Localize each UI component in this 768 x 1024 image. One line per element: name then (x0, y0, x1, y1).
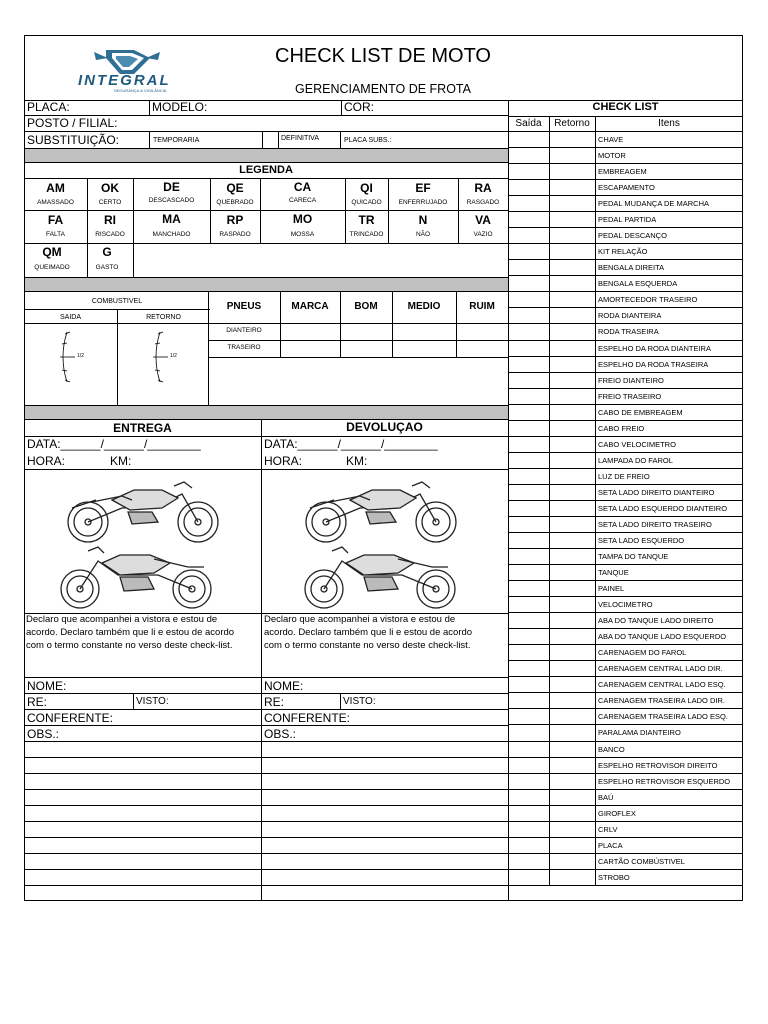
checklist-retorno-cell[interactable] (550, 276, 595, 290)
checklist-retorno-cell[interactable] (550, 196, 595, 210)
checklist-saida-cell[interactable] (509, 613, 549, 627)
legend-code: RA (474, 181, 492, 195)
definitiva-label: DEFINITIVA (281, 135, 319, 142)
checklist-item: CRLV (598, 825, 618, 834)
checklist-retorno-cell[interactable] (550, 661, 595, 675)
checklist-col-itens: Itens (658, 118, 680, 129)
checklist-retorno-cell[interactable] (550, 405, 595, 419)
checklist-retorno-cell[interactable] (550, 421, 595, 435)
checklist-retorno-cell[interactable] (550, 180, 595, 194)
checklist-item: TAMPA DO TANQUE (598, 552, 669, 561)
legend-code: N (418, 213, 428, 227)
checklist-saida-cell[interactable] (509, 453, 549, 467)
checklist-saida-cell[interactable] (509, 276, 549, 290)
checklist-item: ESPELHO DA RODA TRASEIRA (598, 360, 709, 369)
checklist-retorno-cell[interactable] (550, 774, 595, 788)
tires-header: MARCA (291, 301, 329, 312)
checklist-retorno-cell[interactable] (550, 341, 595, 355)
motorcycle-left-side-icon (58, 545, 218, 611)
legend-desc: FALTA (46, 231, 65, 238)
substituicao-label: SUBSTITUIÇÃO: (27, 133, 120, 147)
legend-code: CA (293, 180, 312, 194)
checklist-retorno-cell[interactable] (550, 613, 595, 627)
placa-subs-label: PLACA SUBS.: (344, 137, 392, 144)
checklist-retorno-cell[interactable] (550, 244, 595, 258)
checklist-saida-cell[interactable] (509, 581, 549, 595)
legend-code: VA (475, 213, 491, 227)
fuel-half-label: 1/2 (77, 353, 84, 359)
re-label: RE: (27, 695, 48, 709)
checklist-retorno-cell[interactable] (550, 148, 595, 162)
placa-label: PLACA: (27, 100, 70, 114)
checklist-retorno-cell[interactable] (550, 373, 595, 387)
checklist-saida-cell[interactable] (509, 341, 549, 355)
legend-code: FA (47, 213, 64, 227)
checklist-retorno-cell[interactable] (550, 693, 595, 707)
checklist-item: VELOCIMETRO (598, 600, 653, 609)
temporaria-label: TEMPORARIA (153, 137, 200, 144)
checklist-saida-cell[interactable] (509, 228, 549, 242)
checklist-item: EMBREAGEM (598, 167, 647, 176)
obs-label: OBS.: (27, 727, 60, 741)
checklist-item: CABO VELOCIMETRO (598, 440, 676, 449)
legend-desc: ENFERRUJADO (398, 199, 448, 206)
hora-devolucao-label: HORA: (264, 454, 303, 468)
checklist-saida-cell[interactable] (509, 629, 549, 643)
legend-desc: QUEIMADO (34, 264, 70, 271)
legend-code: TR (358, 213, 375, 227)
checklist-item: RODA TRASEIRA (598, 327, 659, 336)
checklist-item: LUZ DE FREIO (598, 472, 650, 481)
legend-code: QE (226, 181, 244, 195)
checklist-item: SETA LADO ESQUERDO (598, 536, 685, 545)
checklist-saida-cell[interactable] (509, 725, 549, 739)
checklist-item: KIT RELAÇÃO (598, 247, 648, 256)
declaration-line: Declaro que acompanhei a vistora e estou de (264, 614, 456, 625)
checklist-retorno-cell[interactable] (550, 292, 595, 306)
legend-code: RI (104, 213, 116, 227)
checklist-retorno-cell[interactable] (550, 517, 595, 531)
legend-code: G (102, 245, 112, 259)
nome-label: NOME: (264, 679, 304, 693)
checklist-retorno-cell[interactable] (550, 308, 595, 322)
checklist-item: PEDAL MUDANÇA DE MARCHA (598, 199, 709, 208)
checklist-saida-cell[interactable] (509, 469, 549, 483)
checklist-retorno-cell[interactable] (550, 549, 595, 563)
checklist-item: SETA LADO DIREITO TRASEIRO (598, 520, 712, 529)
checklist-item: MOTOR (598, 151, 626, 160)
motorcycle-right-side-icon (300, 478, 464, 546)
checklist-saida-cell[interactable] (509, 742, 549, 756)
checklist-item: CHAVE (598, 135, 624, 144)
legend-code: OK (101, 181, 119, 195)
fuel-half-label: 1/2 (170, 353, 177, 359)
checklist-saida-cell[interactable] (509, 437, 549, 451)
checklist-saida-cell[interactable] (509, 260, 549, 274)
checklist-retorno-cell[interactable] (550, 324, 595, 338)
checklist-item: FREIO TRASEIRO (598, 392, 662, 401)
checklist-item: CARENAGEM TRASEIRA LADO DIR. (598, 696, 725, 705)
checklist-item: CARENAGEM DO FAROL (598, 648, 687, 657)
checklist-item: ABA DO TANQUE LADO DIREITO (598, 616, 714, 625)
entrega-title: ENTREGA (113, 421, 172, 435)
checklist-saida-cell[interactable] (509, 806, 549, 820)
checklist-saida-cell[interactable] (509, 180, 549, 194)
checklist-saida-cell[interactable] (509, 774, 549, 788)
checklist-saida-cell[interactable] (509, 373, 549, 387)
checklist-item: BENGALA DIREITA (598, 263, 665, 272)
separator-bar (25, 277, 508, 291)
nome-label: NOME: (27, 679, 67, 693)
legend-desc: QUEBRADO (216, 199, 254, 206)
legend-desc: DESCASCADO (148, 197, 195, 204)
checklist-item: GIROFLEX (598, 809, 636, 818)
checklist-item: STROBO (598, 873, 630, 882)
declaration-line: com o termo constante no verso deste check-list. (26, 640, 233, 651)
conferente-label: CONFERENTE: (27, 711, 114, 725)
checklist-item: CABO FREIO (598, 424, 645, 433)
checklist-saida-cell[interactable] (509, 709, 549, 723)
checklist-retorno-cell[interactable] (550, 469, 595, 483)
checklist-saida-cell[interactable] (509, 244, 549, 258)
legend-code: DE (163, 180, 180, 194)
checklist-item: PAINEL (598, 584, 625, 593)
checklist-retorno-cell[interactable] (550, 597, 595, 611)
checklist-retorno-cell[interactable] (550, 677, 595, 691)
checklist-item: LAMPADA DO FAROL (598, 456, 673, 465)
checklist-saida-cell[interactable] (509, 148, 549, 162)
legend-desc: CERTO (98, 199, 122, 206)
checklist-saida-cell[interactable] (509, 597, 549, 611)
checklist-retorno-cell[interactable] (550, 870, 595, 884)
legend-desc: NÃO (415, 231, 431, 238)
legend-desc: AMASSADO (37, 199, 74, 206)
tire-row-label: DIANTEIRO (226, 327, 262, 334)
obs-label: OBS.: (264, 727, 297, 741)
fuel-retorno-label: RETORNO (146, 314, 181, 321)
legend-desc: RASGADO (466, 199, 500, 206)
legend-desc: CARECA (288, 197, 317, 204)
checklist-saida-cell[interactable] (509, 693, 549, 707)
checklist-retorno-cell[interactable] (550, 806, 595, 820)
checklist-retorno-cell[interactable] (550, 725, 595, 739)
fuel-saida-label: SAIDA (59, 314, 81, 321)
legend-desc: RASPADO (219, 231, 251, 238)
checklist-item: ESPELHO DA RODA DIANTEIRA (598, 344, 711, 353)
legend-code: MA (162, 212, 181, 226)
tires-header: RUIM (469, 301, 495, 312)
checklist-retorno-cell[interactable] (550, 581, 595, 595)
re-label: RE: (264, 695, 285, 709)
checklist-item: ESPELHO RETROVISOR ESQUERDO (598, 777, 731, 786)
checklist-saida-cell[interactable] (509, 822, 549, 836)
checklist-retorno-cell[interactable] (550, 260, 595, 274)
checklist-saida-cell[interactable] (509, 838, 549, 852)
checklist-saida-cell[interactable] (509, 389, 549, 403)
tires-header: MEDIO (407, 301, 441, 312)
legend-desc: VAZIO (473, 231, 493, 238)
checklist-retorno-cell[interactable] (550, 501, 595, 515)
checklist-item: FREIO DIANTEIRO (598, 376, 664, 385)
checklist-retorno-cell[interactable] (550, 132, 595, 146)
legend-code: QM (42, 245, 62, 259)
checklist-retorno-cell[interactable] (550, 838, 595, 852)
checklist-saida-cell[interactable] (509, 132, 549, 146)
checklist-item: CARENAGEM CENTRAL LADO DIR. (598, 664, 723, 673)
checklist-saida-cell[interactable] (509, 517, 549, 531)
checklist-item: BANCO (598, 745, 625, 754)
checklist-item: CARENAGEM TRASEIRA LADO ESQ. (598, 712, 728, 721)
checklist-retorno-cell[interactable] (550, 389, 595, 403)
checklist-saida-cell[interactable] (509, 870, 549, 884)
declaration-line: acordo. Declaro também que li e estou de acordo (26, 627, 235, 638)
checklist-item: CABO DE EMBREAGEM (598, 408, 683, 417)
separator-bar (25, 148, 508, 162)
visto-label: VISTO: (343, 696, 376, 707)
logo-subtext: SEGURANÇA & VIGILÂNCIA (114, 88, 167, 93)
checklist-item: AMORTECEDOR TRASEIRO (598, 295, 698, 304)
declaration-line: acordo. Declaro também que li e estou de acordo (264, 627, 473, 638)
legend-code: EF (415, 181, 431, 195)
checklist-item: ESPELHO RETROVISOR DIREITO (598, 761, 718, 770)
checklist-saida-cell[interactable] (509, 212, 549, 226)
separator-bar (25, 405, 508, 419)
checklist-item: RODA DIANTEIRA (598, 311, 662, 320)
logo-text: INTEGRAL (78, 72, 171, 89)
checklist-retorno-cell[interactable] (550, 533, 595, 547)
visto-label: VISTO: (136, 696, 169, 707)
checklist-retorno-cell[interactable] (550, 437, 595, 451)
checklist-item: PEDAL DESCANÇO (598, 231, 667, 240)
checklist-item: BENGALA ESQUERDA (598, 279, 678, 288)
km-entrega-label: KM: (110, 454, 132, 468)
checklist-retorno-cell[interactable] (550, 212, 595, 226)
checklist-item: PEDAL PARTIDA (598, 215, 657, 224)
checklist-saida-cell[interactable] (509, 308, 549, 322)
legend-code: RP (226, 213, 244, 227)
km-devolucao-label: KM: (346, 454, 368, 468)
legend-desc: MANCHADO (152, 231, 191, 238)
declaration-line: com o termo constante no verso deste check-list. (264, 640, 471, 651)
checklist-saida-cell[interactable] (509, 405, 549, 419)
posto-label: POSTO / FILIAL: (27, 116, 118, 130)
devolucao-title: DEVOLUÇAO (346, 420, 423, 434)
tires-header: BOM (354, 301, 378, 312)
checklist-saida-cell[interactable] (509, 565, 549, 579)
checklist-col-saida: Saída (515, 118, 542, 129)
tires-header: PNEUS (226, 301, 262, 312)
checklist-item: PLACA (598, 841, 623, 850)
checklist-saida-cell[interactable] (509, 661, 549, 675)
checklist-retorno-cell[interactable] (550, 854, 595, 868)
checklist-retorno-cell[interactable] (550, 453, 595, 467)
checklist-saida-cell[interactable] (509, 324, 549, 338)
checklist-saida-cell[interactable] (509, 645, 549, 659)
data-entrega: DATA:______/______/________ (27, 437, 201, 451)
checklist-saida-cell[interactable] (509, 790, 549, 804)
checklist-retorno-cell[interactable] (550, 645, 595, 659)
checklist-item: SETA LADO DIREITO DIANTEIRO (598, 488, 715, 497)
checklist-item: CARTÃO COMBÚSTIVEL (598, 857, 685, 866)
checklist-retorno-cell[interactable] (550, 742, 595, 756)
page-title: CHECK LIST DE MOTO (275, 45, 491, 67)
checklist-item: BAÚ (598, 793, 614, 802)
fuel-title: COMBUSTIVEL (91, 298, 143, 305)
legend-desc: GASTO (95, 264, 119, 271)
checklist-saida-cell[interactable] (509, 292, 549, 306)
checklist-retorno-cell[interactable] (550, 485, 595, 499)
checklist-item: CARENAGEM CENTRAL LADO ESQ. (598, 680, 726, 689)
legend-code: AM (46, 181, 65, 195)
checklist-col-retorno: Retorno (554, 118, 590, 129)
checklist-retorno-cell[interactable] (550, 822, 595, 836)
modelo-label: MODELO: (152, 100, 208, 114)
checklist-saida-cell[interactable] (509, 485, 549, 499)
checklist-item: ABA DO TANQUE LADO ESQUERDO (598, 632, 727, 641)
checklist-item: PARALAMA DIANTEIRO (598, 728, 681, 737)
hora-entrega-label: HORA: (27, 454, 66, 468)
legend-desc: TRINCADO (349, 231, 384, 238)
checklist-retorno-cell[interactable] (550, 357, 595, 371)
checklist-item: SETA LADO ESQUERDO DIANTEIRO (598, 504, 728, 513)
checklist-saida-cell[interactable] (509, 196, 549, 210)
checklist-saida-cell[interactable] (509, 421, 549, 435)
checklist-saida-cell[interactable] (509, 357, 549, 371)
company-logo (74, 44, 194, 92)
checklist-saida-cell[interactable] (509, 758, 549, 772)
page-subtitle: GERENCIAMENTO DE FROTA (295, 82, 471, 96)
checklist-retorno-cell[interactable] (550, 164, 595, 178)
checklist-saida-cell[interactable] (509, 549, 549, 563)
checklist-saida-cell[interactable] (509, 533, 549, 547)
checklist-retorno-cell[interactable] (550, 228, 595, 242)
checklist-item: ESCAPAMENTO (598, 183, 655, 192)
motorcycle-right-side-icon (62, 478, 226, 546)
data-devolucao: DATA:______/______/________ (264, 437, 438, 451)
checklist-retorno-cell[interactable] (550, 790, 595, 804)
checklist-retorno-cell[interactable] (550, 709, 595, 723)
checklist-title: CHECK LIST (592, 101, 659, 113)
checklist-retorno-cell[interactable] (550, 629, 595, 643)
legend-desc: QUICADO (351, 199, 382, 206)
checklist-retorno-cell[interactable] (550, 565, 595, 579)
cor-label: COR: (344, 100, 374, 114)
checklist-item: TANQUE (598, 568, 629, 577)
legend-code: QI (360, 181, 373, 195)
legend-desc: RISCADO (95, 231, 125, 238)
checklist-saida-cell[interactable] (509, 677, 549, 691)
checklist-retorno-cell[interactable] (550, 758, 595, 772)
tire-row-label: TRASEIRO (227, 344, 261, 351)
declaration-line: Declaro que acompanhei a vistora e estou de (26, 614, 218, 625)
checklist-saida-cell[interactable] (509, 854, 549, 868)
legend-desc: MOSSA (290, 231, 315, 238)
legend-title: LEGENDA (239, 164, 293, 176)
motorcycle-left-side-icon (302, 545, 462, 611)
conferente-label: CONFERENTE: (264, 711, 351, 725)
checklist-saida-cell[interactable] (509, 164, 549, 178)
legend-code: MO (292, 212, 313, 226)
checklist-saida-cell[interactable] (509, 501, 549, 515)
